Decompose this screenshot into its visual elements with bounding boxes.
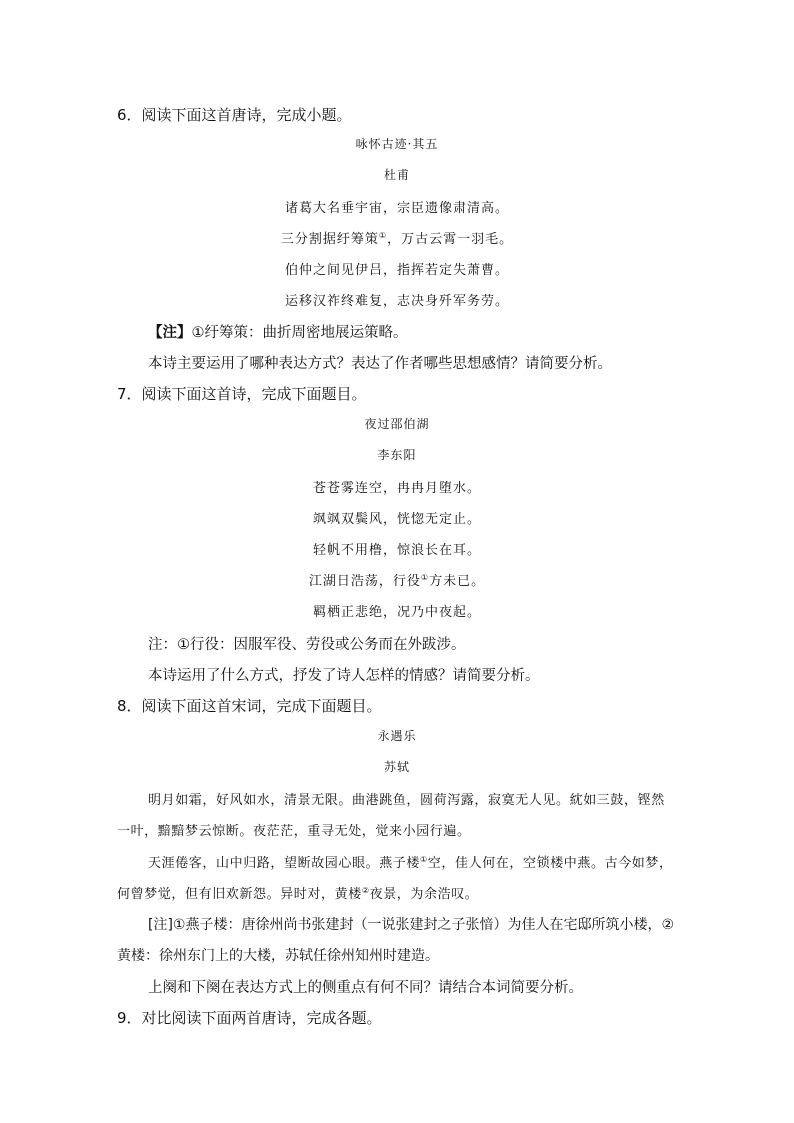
- q8-ci-author: 苏轼: [383, 760, 410, 774]
- question-9-heading: 9．对比阅读下面两首唐诗，完成各题。: [117, 1009, 382, 1027]
- q8-ci-text-line: 何曾梦觉，但有旧欢新怨。异时对，黄楼②夜景，为余浩叹。: [117, 886, 479, 902]
- q7-prompt: 本诗运用了什么方式，抒发了诗人怎样的情感？请简要分析。: [148, 668, 540, 684]
- q8-prompt: 上阕和下阕在表达方式上的侧重点有何不同？请结合本词简要分析。: [148, 980, 583, 996]
- q8-annotation-line: 黄楼：徐州东门上的大楼，苏轼任徐州知州时建造。: [117, 948, 439, 964]
- q8-ci-text-line: 天涯倦客，山中归路，望断故园心眼。燕子楼①空，佳人何在，空锁楼中燕。古今如梦，: [148, 855, 673, 871]
- footnote-marker: ①: [420, 855, 428, 864]
- q8-annotation-line: [注]①燕子楼：唐徐州尚书张建封（一说张建封之子张愔）为佳人在宅邸所筑小楼，②: [148, 917, 675, 933]
- q6-poem-line: 三分割据纡筹策①，万古云霄一羽毛。: [280, 231, 514, 247]
- q6-poem-line: 运移汉祚终难复，志决身歼军务劳。: [284, 294, 509, 309]
- q7-annotation: 注：①行役：因服军役、劳役或公务而在外跋涉。: [148, 637, 466, 653]
- q6-poem-line: 诸葛大名垂宇宙，宗臣遗像肃清高。: [284, 201, 509, 216]
- question-6-heading: 6．阅读下面这首唐诗，完成小题。: [117, 106, 352, 124]
- q7-poem-line: 江湖日浩荡，行役①方未已。: [308, 573, 486, 589]
- q6-poem-line: 伯仲之间见伊吕，指挥若定失萧曹。: [284, 263, 509, 278]
- q6-annotation: 【注】①纡筹策：曲折周密地展运策略。: [148, 325, 408, 341]
- q7-poem-line: 羁栖正悲绝，况乃中夜起。: [312, 605, 481, 620]
- q7-poem-title: 夜过邵伯湖: [364, 417, 430, 431]
- q6-poem-title: 咏怀古迹·其五: [355, 137, 439, 151]
- q7-poem-line: 飒飒双鬓风，恍惚无定止。: [312, 512, 481, 527]
- footnote-marker: ②: [361, 886, 370, 895]
- question-8-heading: 8．阅读下面这首宋词，完成下面题目。: [117, 697, 382, 715]
- footnote-marker: ①: [420, 573, 430, 582]
- q6-poem-author: 杜甫: [383, 168, 410, 182]
- q7-poem-line: 苍苍雾连空，冉冉月堕水。: [312, 481, 481, 496]
- footnote-marker: ①: [378, 231, 388, 240]
- note-bracket: 【注】: [148, 325, 192, 341]
- q7-poem-line: 轻帆不用橹，惊浪长在耳。: [312, 543, 481, 558]
- q6-prompt: 本诗主要运用了哪种表达方式？表达了作者哪些思想感情？请简要分析。: [148, 356, 612, 372]
- q8-ci-text-line: 一叶，黯黯梦云惊断。夜茫茫，重寻无处，觉来小园行遍。: [117, 824, 471, 839]
- q8-ci-text-line: 明月如霜，好风如水，清景无限。曲港跳鱼，圆荷泻露，寂寞无人见。紞如三鼓，铿然: [148, 793, 665, 808]
- q8-ci-title: 永遇乐: [377, 729, 417, 743]
- question-7-heading: 7．阅读下面这首诗，完成下面题目。: [117, 385, 367, 403]
- q7-poem-author: 李东阳: [377, 448, 417, 462]
